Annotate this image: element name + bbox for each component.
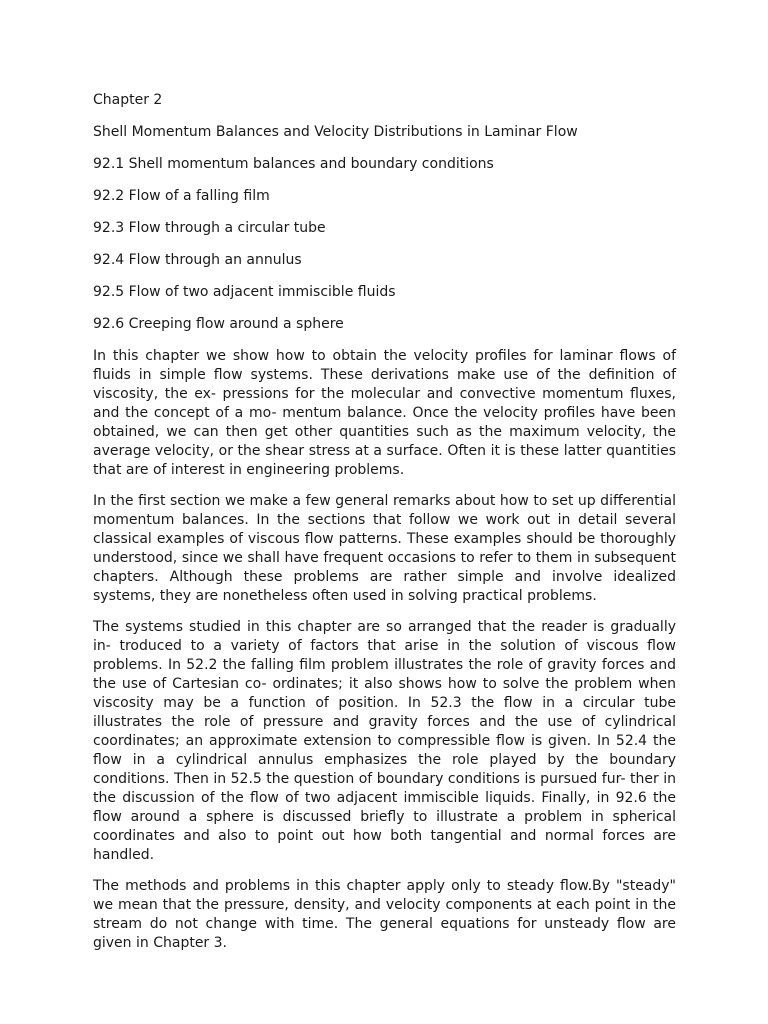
section-list: [93, 155, 676, 334]
section-item: 92.1 Shell momentum balances and boundary conditions: [93, 156, 494, 172]
section-item: 92.3 Flow through a circular tube: [93, 220, 326, 236]
section-item: 92.2 Flow of a falling film: [93, 188, 270, 204]
chapter-label: Chapter 2: [93, 92, 163, 108]
section-item: 92.6 Creeping flow around a sphere: [93, 316, 344, 332]
body-paragraph: The systems studied in this chapter are so arranged that the reader is gradually in- troduced to a variety of factors that arise in the solution of viscous flow problems. In 52.2 the falling film problem illustrates the role of gravity forces and the use of Cartesian co- ordinates; it also shows how to solve the problem when viscosity may be a function of position. In 52.3 the flow in a circular tube illustrates the role of pressure and gravity forces and the use of cylindrical coordinates; an approximate extension to compressible flow is given. In 52.4 the flow in a cylindrical annulus emphasizes the role played by the boundary conditions. Then in 52.5 the question of boundary conditions is pursued fur- ther in the discussion of the flow of two adjacent immiscible liquids. Finally, in 92.6 the flow around a sphere is discussed briefly to illustrate a problem in spherical coordinates and also to point out how both tangential and normal forces are handled.: [93, 619, 676, 863]
document-body: [93, 91, 676, 965]
chapter-title: Shell Momentum Balances and Velocity Distributions in Laminar Flow: [93, 124, 578, 140]
section-item: 92.4 Flow through an annulus: [93, 252, 302, 268]
section-item: 92.5 Flow of two adjacent immiscible fluids: [93, 284, 396, 300]
body-paragraph: In this chapter we show how to obtain the velocity profiles for laminar flows of fluids in simple flow systems. These derivations make use of the definition of viscosity, the ex- pressions for the molecular and convective momentum fluxes, and the concept of a mo- mentum balance. Once the velocity profiles have been obtained, we can then get other quantities such as the maximum velocity, the average velocity, or the shear stress at a surface. Often it is these latter quantities that are of interest in engineering problems.: [93, 348, 676, 478]
body-paragraph: The methods and problems in this chapter apply only to steady flow.By "steady" we mean that the pressure, density, and velocity components at each point in the stream do not change with time. The general equations for unsteady flow are given in Chapter 3.: [93, 878, 676, 951]
body-paragraph: In the first section we make a few general remarks about how to set up differential momentum balances. In the sections that follow we work out in detail several classical examples of viscous flow patterns. These examples should be thoroughly understood, since we shall have frequent occasions to refer to them in subsequent chapters. Although these problems are rather simple and involve idealized systems, they are nonetheless often used in solving practical problems.: [93, 493, 676, 604]
